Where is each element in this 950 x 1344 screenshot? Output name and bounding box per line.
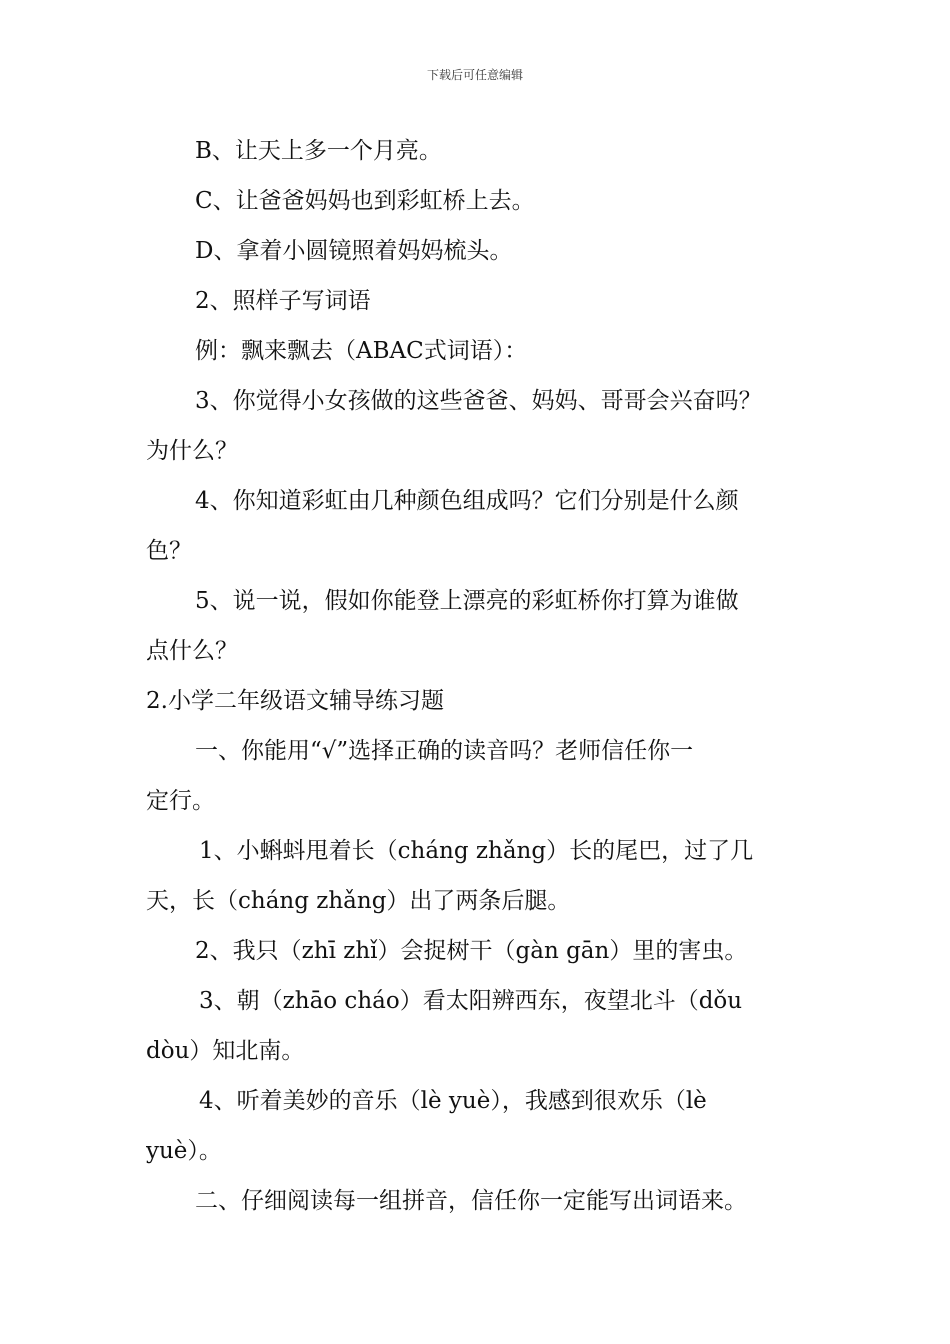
page-header-note: 下载后可任意编辑	[426, 68, 523, 82]
part-2-heading: 二、仔细阅读每一组拼音，信任你一定能写出词语来。	[195, 1188, 747, 1214]
question-5-line-2: 点什么？	[146, 638, 238, 664]
item-1-line-1: 1、小蝌蚪甩着长（cháng zhǎng）长的尾巴，过了几	[199, 838, 754, 864]
question-3-line-2: 为什么？	[146, 438, 238, 464]
item-3-line-2: dòu）知北南。	[146, 1038, 305, 1064]
item-4-line-1: 4、听着美妙的音乐（lè yuè），我感到很欢乐（lè	[199, 1088, 707, 1114]
question-2-example: 例：飘来飘去（ABAC式词语）：	[195, 338, 528, 364]
question-4-line-1: 4、你知道彩虹由几种颜色组成吗？它们分别是什么颜	[195, 488, 739, 514]
section-title: 2.小学二年级语文辅导练习题	[146, 688, 444, 714]
option-c: C、让爸爸妈妈也到彩虹桥上去。	[195, 188, 535, 214]
part-1-line-2: 定行。	[146, 788, 215, 814]
question-4-line-2: 色？	[146, 538, 192, 564]
item-4-line-2: yuè）。	[146, 1138, 222, 1164]
question-5-line-1: 5、说一说，假如你能登上漂亮的彩虹桥你打算为谁做	[195, 588, 739, 614]
option-b: B、让天上多一个月亮。	[195, 138, 442, 164]
question-3-line-1: 3、你觉得小女孩做的这些爸爸、妈妈、哥哥会兴奋吗？	[195, 388, 762, 414]
option-d: D、拿着小圆镜照着妈妈梳头。	[195, 238, 513, 264]
item-3-line-1: 3、朝（zhāo cháo）看太阳辨西东，夜望北斗（dǒu	[199, 988, 743, 1014]
question-2-heading: 2、照样子写词语	[195, 288, 371, 314]
item-1-line-2: 天，长（cháng zhǎng）出了两条后腿。	[146, 888, 571, 914]
document-body	[146, 126, 810, 1226]
item-2: 2、我只（zhī zhǐ）会捉树干（gàn gān）里的害虫。	[195, 938, 748, 964]
part-1-line-1: 一、你能用“√”选择正确的读音吗？老师信任你一	[195, 738, 694, 764]
